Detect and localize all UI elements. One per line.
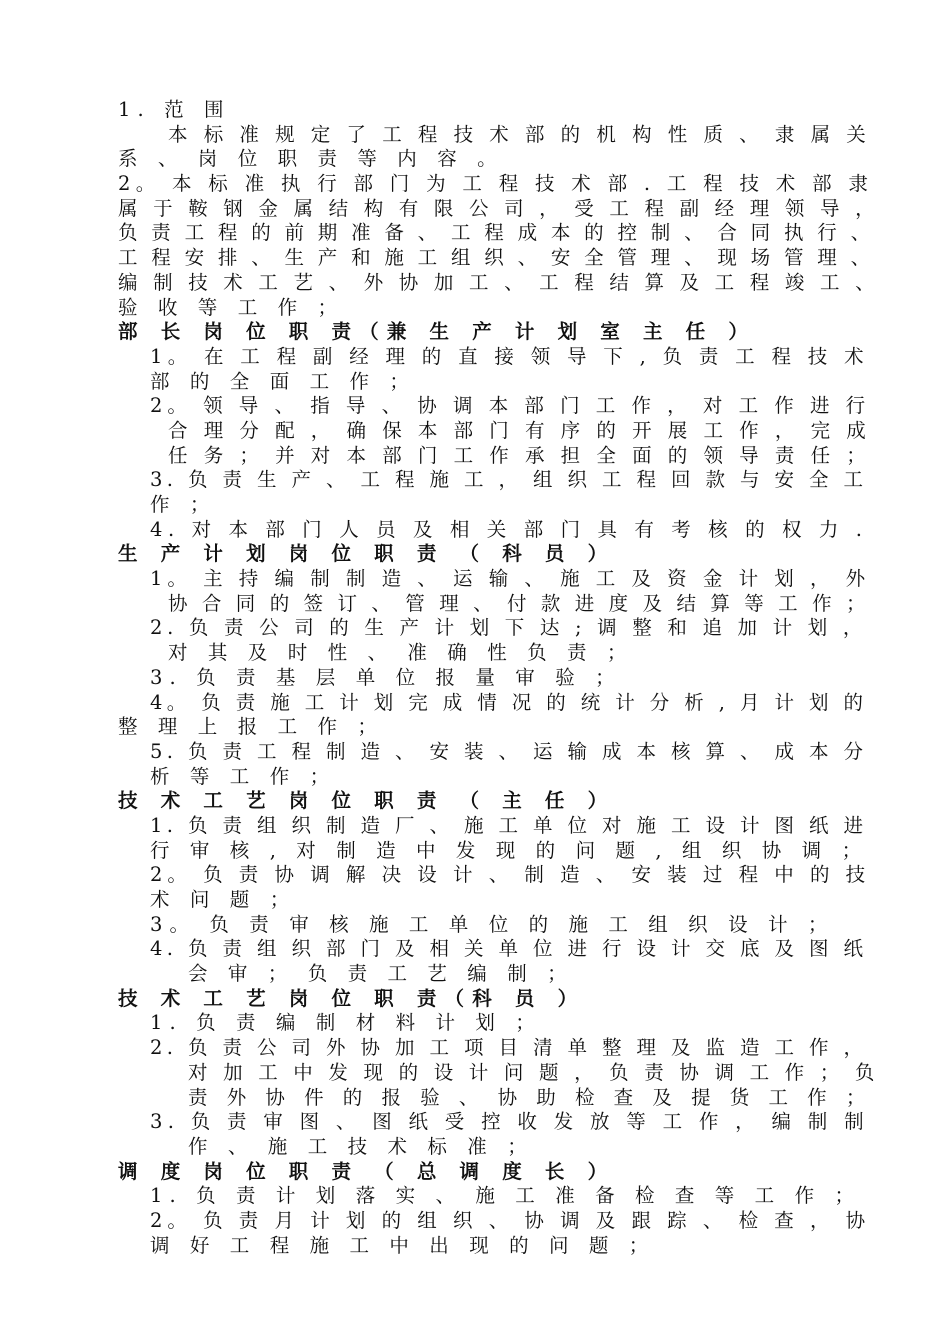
text-line: 5. 负 责 工 程 制 造 、 安 装 、 运 输 成 本 核 算 、 成 本 分	[150, 739, 868, 763]
text-line: 工 程 安 排 、 生 产 和 施 工 组 织 、 安 全 管 理 、 现 场 管 理 、	[118, 246, 874, 270]
section-heading: 技 术 工 艺 岗 位 职 责（科 员 ）	[118, 986, 586, 1010]
text-line: 作 ；	[150, 493, 217, 516]
text-line: 任 务 ； 并 对 本 部 门 工 作 承 担 全 面 的 领 导 责 任 ；	[168, 443, 871, 467]
text-line: 3。 负 责 审 核 施 工 单 位 的 施 工 组 织 设 计 ；	[150, 912, 835, 936]
text-line: 4。 负 责 施 工 计 划 完 成 情 况 的 统 计 分 析 , 月 计 划 的	[150, 690, 868, 714]
text-line: 系 、 岗 位 职 责 等 内 容 。	[118, 147, 504, 171]
text-line: 属 于 鞍 钢 金 属 结 构 有 限 公 司 ， 受 工 程 副 经 理 领 导 ，	[118, 196, 880, 220]
text-line: 2。 领 导 、 指 导 、 协 调 本 部 门 工 作 ， 对 工 作 进 行	[150, 394, 871, 418]
text-line: 3. 负 责 基 层 单 位 报 量 审 验 ；	[150, 665, 622, 689]
section-heading: 技 术 工 艺 岗 位 职 责 （ 主 任 ）	[118, 789, 616, 813]
text-line: 本 标 准 规 定 了 工 程 技 术 部 的 机 构 性 质 、 隶 属 关	[168, 122, 871, 146]
section-heading: 生 产 计 划 岗 位 职 责 （ 科 员 ）	[118, 542, 616, 566]
text-line: 4. 对 本 部 门 人 员 及 相 关 部 门 具 有 考 核 的 权 力 .	[150, 517, 868, 541]
text-line: 2。 负 责 月 计 划 的 组 织 、 协 调 及 跟 踪 、 检 查 ， 协	[150, 1208, 871, 1232]
text-line: 3. 负 责 生 产 、 工 程 施 工 ， 组 织 工 程 回 款 与 安 全 工	[150, 468, 868, 492]
text-line: 负 责 工 程 的 前 期 准 备 、 工 程 成 本 的 控 制 、 合 同 执 行 、	[118, 221, 874, 245]
text-line: 术 问 题 ；	[150, 888, 297, 911]
text-line: 1。 在 工 程 副 经 理 的 直 接 领 导 下 , 负 责 工 程 技 术	[150, 344, 869, 368]
text-line: 1. 负 责 计 划 落 实 、 施 工 准 备 检 查 等 工 作 ；	[150, 1184, 862, 1208]
text-line: 对 其 及 时 性 、 准 确 性 负 责 ；	[168, 641, 634, 665]
section-heading: 部 长 岗 位 职 责（兼 生 产 计 划 室 主 任 ）	[118, 320, 757, 344]
text-line: 责 外 协 件 的 报 验 、 协 助 检 查 及 提 货 工 作 ；	[188, 1085, 872, 1109]
text-line: 2. 负 责 公 司 的 生 产 计 划 下 达 ; 调 整 和 追 加 计 划 ，	[150, 616, 868, 640]
text-line: 1. 负 责 编 制 材 料 计 划 ；	[150, 1011, 542, 1035]
text-line: 会 审 ； 负 责 工 艺 编 制 ；	[188, 962, 574, 986]
text-line: 编 制 技 术 工 艺 、 外 协 加 工 、 工 程 结 算 及 工 程 竣 工 、	[118, 270, 880, 294]
text-line: 析 等 工 作 ；	[150, 764, 337, 788]
text-line: 1。 主 持 编 制 制 造 、 运 输 、 施 工 及 资 金 计 划 ， 外	[150, 567, 871, 591]
text-line: 合 理 分 配 ， 确 保 本 部 门 有 序 的 开 展 工 作 ， 完 成	[168, 418, 871, 442]
text-line: 2。 本 标 准 执 行 部 门 为 工 程 技 术 部 . 工 程 技 术 部 隶	[118, 172, 874, 196]
text-line: 整 理 上 报 工 作 ；	[118, 715, 384, 739]
text-line: 4. 负 责 组 织 部 门 及 相 关 单 位 进 行 设 计 交 底 及 图 纸	[150, 937, 868, 961]
text-line: 部 的 全 面 工 作 ；	[150, 369, 416, 393]
text-line: 验 收 等 工 作 ；	[118, 295, 345, 319]
text-line: 调 好 工 程 施 工 中 出 现 的 问 题 ；	[150, 1233, 656, 1257]
text-line: 作 、 施 工 技 术 标 准 ；	[188, 1134, 534, 1158]
text-line: 2. 负 责 公 司 外 协 加 工 项 目 清 单 整 理 及 监 造 工 作 ，	[150, 1036, 868, 1060]
text-line: 1. 范 围	[118, 98, 231, 121]
text-line: 行 审 核 , 对 制 造 中 发 现 的 问 题 , 组 织 协 调 ；	[150, 838, 869, 862]
text-line: 3. 负 责 审 图 、 图 纸 受 控 收 发 放 等 工 作 ， 编 制 制	[150, 1110, 869, 1134]
text-line: 对 加 工 中 发 现 的 设 计 问 题 ， 负 责 协 调 工 作 ； 负	[188, 1060, 880, 1084]
text-line: 1. 负 责 组 织 制 造 厂 、 施 工 单 位 对 施 工 设 计 图 纸 进	[150, 813, 868, 837]
document-body	[118, 98, 878, 1258]
text-line: 协 合 同 的 签 订 、 管 理 、 付 款 进 度 及 结 算 等 工 作 ；	[168, 591, 870, 615]
section-heading: 调 度 岗 位 职 责 （ 总 调 度 长 ）	[118, 1159, 616, 1183]
text-line: 2。 负 责 协 调 解 决 设 计 、 制 造 、 安 装 过 程 中 的 技	[150, 863, 871, 887]
